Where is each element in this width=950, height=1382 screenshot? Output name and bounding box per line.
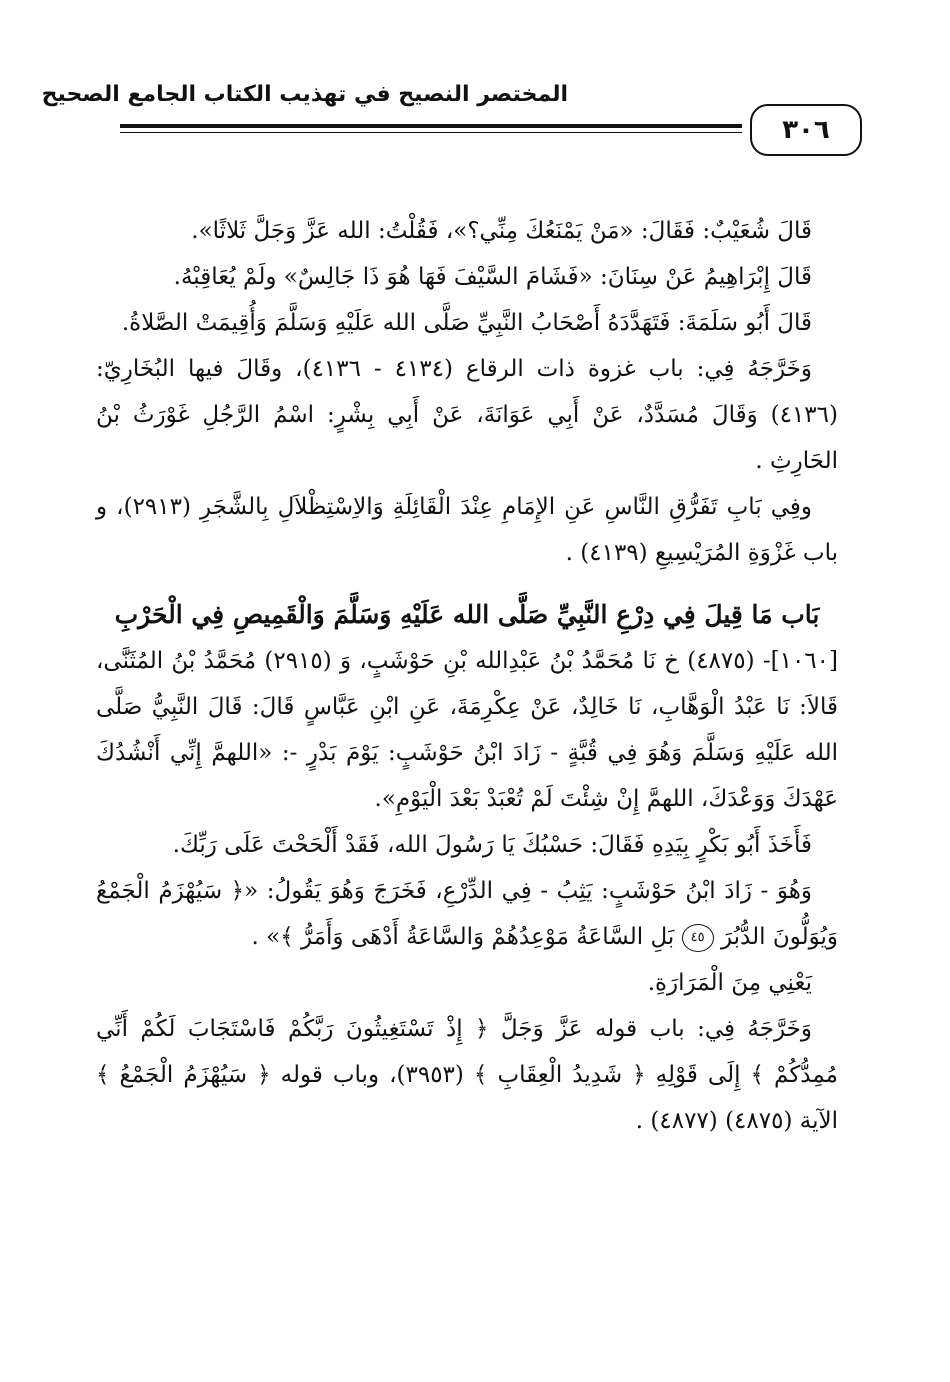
paragraph-3: قَالَ أَبُو سَلَمَةَ: فَتَهَدَّدَهُ أَصْحَابُ النَّبِيِّ صَلَّى الله عَلَيْهِ وَسَلَّمَ وَأُقِيمَتْ الصَّلاةُ. bbox=[121, 310, 812, 336]
page-header bbox=[41, 66, 868, 166]
paragraph-7: فَأَخَذَ أَبُو بَكْرٍ بِيَدِهِ فَقَالَ: حَسْبُكَ يَا رَسُولَ الله، فَقَدْ أَلْحَحْتَ عَلَى رَبِّكَ. bbox=[172, 832, 812, 858]
verse-number-mark: ٤٥ bbox=[682, 924, 714, 952]
paragraph-8-start: وَهُوَ - زَادَ ابْنُ حَوْشَبٍ: يَثِبُ - فِي الدِّرْعِ، فَخَرَجَ وَهُوَ يَقُولُ: «﴿ سَيُهْزَمُ الْجَمْعُ وَيُوَلُّونَ الدُّبُرَ bbox=[96, 878, 838, 950]
paragraph-8 bbox=[96, 868, 838, 960]
paragraph-5: وفِي بَابِ تَفَرُّقِ النَّاسِ عَنِ الإِمَامِ عِنْدَ الْقَائِلَةِ وَالاِسْتِظْلاَلِ بِالشَّجَرِ (٢٩١٣)، و باب غَزْوَةِ المُرَيْسِيعِ (٤١٣٩) . bbox=[96, 494, 838, 566]
paragraph-10: وَخَرَّجَهُ فِي: باب قوله عَزَّ وَجَلَّ ﴿ إِذْ تَسْتَغِيثُونَ رَبَّكُمْ فَاسْتَجَابَ لَكُمْ أَنِّي مُمِدُّكُمْ ﴾ إِلَى قَوْلِهِ ﴿ شَدِيدُ الْعِقَابِ ﴾ (٣٩٥٣)، وباب قوله ﴿ سَيُهْزَمُ الْجَمْعُ ﴾ الآية (٤٨٧٥) (٤٨٧٧) . bbox=[96, 1016, 838, 1134]
paragraph-9: يَعْنِي مِنَ الْمَرَارَةِ. bbox=[647, 970, 812, 996]
page-number: ٣٠٦ bbox=[750, 104, 862, 156]
section-gap bbox=[96, 576, 838, 592]
paragraph-6: [١٠٦٠]- (٤٨٧٥) خ نَا مُحَمَّدُ بْنُ عَبْدِالله بْنِ حَوْشَبٍ، وَ (٢٩١٥) مُحَمَّدُ بْنُ المُثَنَّى، قَالاَ: نَا عَبْدُ الْوَهَّابِ، نَا خَالِدٌ، عَنْ عِكْرِمَةَ، عَنِ ابْنِ عَبَّاسٍ قَالَ: قَالَ النَّبِيُّ صَلَّى الله عَلَيْهِ وَسَلَّمَ وَهُوَ فِي قُبَّةٍ - زَادَ ابْنُ حَوْشَبٍ: يَوْمَ بَدْرٍ -: «اللهمَّ إِنِّي أَنْشُدُكَ عَهْدَكَ وَوَعْدَكَ، اللهمَّ إِنْ شِئْتَ لَمْ تُعْبَدْ بَعْدَ الْيَوْمِ». bbox=[96, 648, 838, 812]
paragraph-2: قَالَ إِبْرَاهِيمُ عَنْ سِنَانَ: «فَشَامَ السَّيْفَ فَهَا هُوَ ذَا جَالِسٌ» ولَمْ يُعَاقِبْهُ. bbox=[173, 264, 812, 290]
header-rule bbox=[120, 124, 742, 128]
paragraph-8-end: بَلِ السَّاعَةُ مَوْعِدُهُمْ وَالسَّاعَةُ أَدْهَى وَأَمَرُّ ﴾» . bbox=[251, 924, 675, 950]
header-rule-thin bbox=[120, 132, 742, 133]
paragraph-1: قَالَ شُعَيْبٌ: فَقَالَ: «مَنْ يَمْنَعُكَ مِنِّي؟»، فَقُلْتُ: الله عَزَّ وَجَلَّ ثَلاثًا». bbox=[191, 218, 812, 244]
running-title: المختصر النصيح في تهذيب الكتاب الجامع الصحيح bbox=[41, 82, 568, 107]
chapter-heading: بَاب مَا قِيلَ فِي دِرْعِ النَّبِيِّ صَلَّى الله عَلَيْهِ وَسَلَّمَ وَالْقَمِيصِ فِي الْحَرْبِ bbox=[114, 600, 820, 629]
paragraph-4: وَخَرَّجَهُ فِي: باب غزوة ذات الرقاع (٤١٣٤ - ٤١٣٦)، وقَالَ فيها البُخَارِيّ: (٤١٣٦) وَقَالَ مُسَدَّدٌ، عَنْ أَبِي عَوَانَةَ، عَنْ أَبِي بِشْرٍ: اسْمُ الرَّجُلِ غَوْرَثُ بْنُ الحَارِثِ . bbox=[96, 356, 838, 474]
page-body bbox=[96, 208, 838, 1144]
